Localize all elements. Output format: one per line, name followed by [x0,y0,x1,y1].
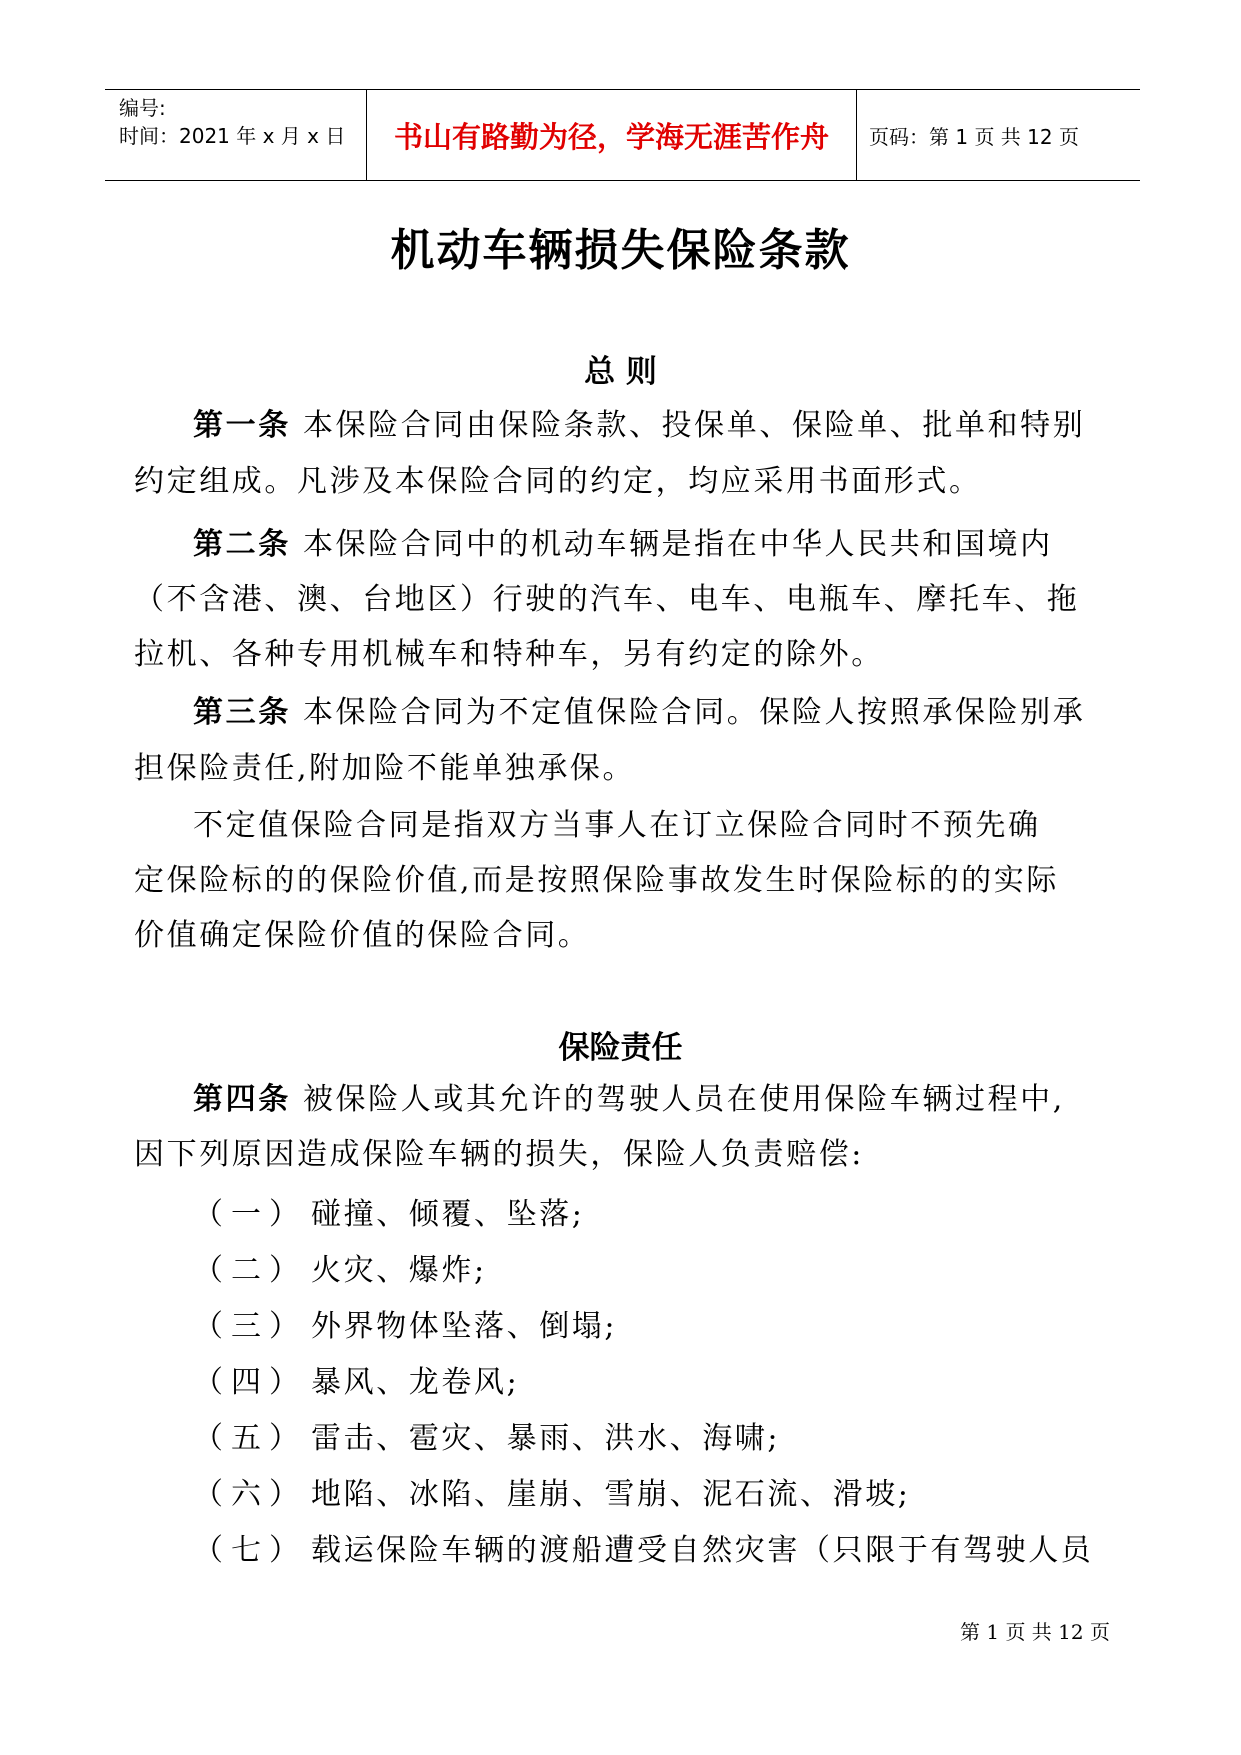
article-4-label: 第四条 [193,1082,291,1117]
article-3-line-1 [193,687,1085,731]
list-item-text: 碰撞、倾覆、坠落; [311,1197,585,1232]
article-1-line-2: 约定组成。凡涉及本保险合同的约定，均应采用书面形式。 [134,464,982,499]
paragraph-line-1: 不定值保险合同是指双方当事人在订立保险合同时不预先确 [193,808,1041,843]
list-item-text: 地陷、冰陷、崖崩、雪崩、泥石流、滑坡; [311,1477,911,1512]
article-2-line-2: （不含港、澳、台地区）行驶的汽车、电车、电瓶车、摩托车、拖 [134,582,1080,617]
list-item-number: （三） [193,1309,307,1344]
header-page-cell [857,90,1140,180]
list-item-number: （七） [193,1533,307,1568]
list-item-text: 载运保险车辆的渡船遭受自然灾害（只限于有驾驶人员 [311,1533,1094,1568]
article-4-line-1 [193,1074,1065,1118]
page-header [105,89,1140,181]
list-item [193,1245,487,1289]
list-item [193,1357,519,1401]
article-2-line-1 [193,519,1053,563]
page-label: 页码：第 1 页 共 12 页 [869,124,1079,149]
article-1-line-1 [193,400,1085,444]
article-2-label: 第二条 [193,527,291,562]
page-footer: 第 1 页 共 12 页 [960,1620,1110,1644]
list-item-number: （一） [193,1197,307,1232]
motto: 书山有路勤为径，学海无涯苦作舟 [393,119,829,154]
list-item-text: 火灾、爆炸; [311,1253,487,1288]
document-title: 机动车辆损失保险条款 [390,225,851,276]
code-label: 编号: [119,96,166,120]
list-item [193,1189,585,1233]
list-item [193,1413,780,1457]
list-item-text: 外界物体坠落、倒塌; [311,1309,618,1344]
article-2-text-1: 本保险合同中的机动车辆是指在中华人民共和国境内 [290,527,1053,562]
article-1-text-1: 本保险合同由保险条款、投保单、保险单、批单和特别 [290,408,1086,443]
list-item-number: （五） [193,1421,307,1456]
article-2-line-3: 拉机、各种专用机械车和特种车，另有约定的除外。 [134,637,884,672]
list-item-number: （四） [193,1365,307,1400]
section-heading-general: 总 则 [584,354,657,390]
paragraph-line-2: 定保险标的的保险价值,而是按照保险事故发生时保险标的的实际 [134,863,1059,898]
article-4-line-2: 因下列原因造成保险车辆的损失，保险人负责赔偿: [134,1137,864,1172]
header-motto-cell [367,90,857,180]
article-3-text-1: 本保险合同为不定值保险合同。保险人按照承保险别承 [290,695,1086,730]
paragraph-line-3: 价值确定保险价值的保险合同。 [134,918,591,953]
list-item-text: 雷击、雹灾、暴雨、洪水、海啸; [311,1421,781,1456]
article-3-line-2: 担保险责任,附加险不能单独承保。 [134,751,636,786]
article-3-label: 第三条 [193,695,291,730]
list-item [193,1301,617,1345]
article-1-label: 第一条 [193,408,291,443]
time-label: 时间：2021 年 x 月 x 日 [119,124,346,148]
list-item [193,1469,911,1513]
list-item [193,1525,1093,1569]
list-item-text: 暴风、龙卷风; [311,1365,520,1400]
article-4-text-1: 被保险人或其允许的驾驶人员在使用保险车辆过程中, [290,1082,1065,1117]
list-item-number: （二） [193,1253,307,1288]
header-meta-cell [105,90,367,180]
list-item-number: （六） [193,1477,307,1512]
section-heading-liability: 保险责任 [558,1030,683,1066]
